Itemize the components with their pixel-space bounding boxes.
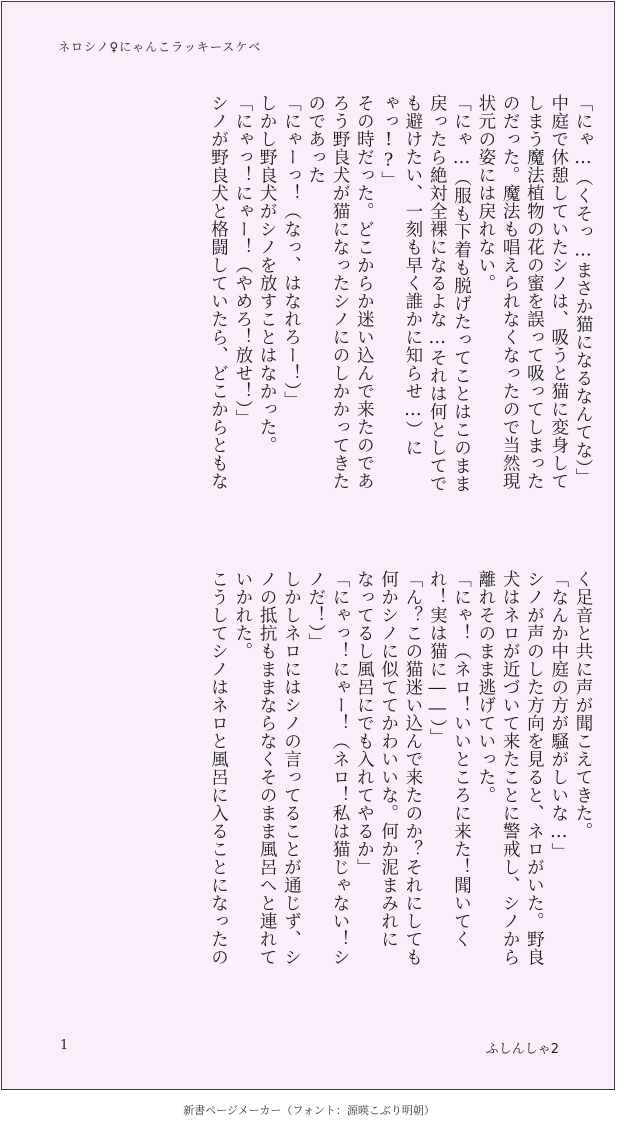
text-column: 中庭で休憩していたシノは、吸うと猫に変身して [548, 94, 569, 490]
text-column: 「にゃっ！にゃー！（ネロ！私は猫じゃない！シ [330, 570, 351, 966]
text-column: 状元の姿には戻れない。 [475, 94, 496, 292]
text-column: 「にゃ！（ネロ！いいところに来た！聞いてく [451, 570, 472, 948]
text-column: 戻ったら絶対全裸になるよな…それは何としてで [427, 94, 448, 493]
text-column: しかし野良犬がシノを放すことはなかった。 [257, 94, 278, 454]
text-column: 「にゃ…（くそっ…まさか猫になるなんてな）」 [573, 94, 593, 487]
body-text-bottom [54, 570, 594, 990]
text-column: 「にゃーっ！（なっ、はなれろー！）」 [281, 94, 302, 410]
text-column: 離れそのまま逃げていった。 [475, 570, 496, 804]
work-title: ネロシノ♀にゃんこラッキースケベ [58, 40, 262, 54]
text-column: のだった。魔法も唱えられなくなったので当然現 [500, 94, 521, 490]
body-text-top [54, 94, 594, 530]
text-column: ノの抵抗もままならなくそのまま風呂へと連れて [257, 570, 278, 966]
generator-credit: 新書ページメーカー（フォント：源暎こぶり明朝） [183, 1104, 435, 1117]
text-column: 「なんか中庭の方が騒がしいな…」 [548, 570, 569, 861]
text-column: れ！実は猫に――）」 [427, 570, 448, 747]
text-column: その時だった。どこからか迷い込んで来たのであ [354, 94, 375, 490]
text-column: しまう魔法植物の花の蜜を誤って吸ってしまった [524, 94, 545, 490]
text-column: のであった [305, 94, 326, 184]
text-column: ノだ！）」 [305, 570, 326, 652]
author-name: ふしんしゃ2 [485, 1042, 559, 1057]
manuscript-page [1, 1, 615, 1090]
text-column: ゃっ!?」 [378, 94, 399, 189]
text-column: 「ん？この猫迷い込んで来たのか？それにしても [402, 570, 423, 966]
text-column: シノが野良犬と格闘していたら、どこからともな [208, 94, 229, 490]
text-column: 何かシノに似ててかわいいな。何か泥まみれに [378, 570, 399, 948]
text-column: く足音と共に声が聞こえてきた。 [573, 570, 593, 840]
text-column: こうしてシノはネロと風呂に入ることになったの [208, 570, 229, 966]
page-number: 1 [60, 1038, 69, 1053]
text-column: 犬はネロが近づいて来たことに警戒し、シノから [500, 570, 521, 966]
text-column: も避けたい、一刻も早く誰かに知らせ…）に [402, 94, 423, 457]
text-column: なってるし風呂にでも入れてやるか」 [354, 570, 375, 876]
text-column: いかれた。 [232, 570, 253, 660]
text-column: 「にゃっ！にゃー！（やめろ！放せ！）」 [232, 94, 253, 428]
text-column: シノが声のした方向を見ると、ネロがいた。野良 [524, 570, 545, 966]
text-column: 「にゃ…（服も下着も脱げたってことはこのまま [451, 94, 472, 493]
text-column: ろう野良犬が猫になったシノにのしかかってきた [330, 94, 351, 490]
text-column: しかしネロにはシノの言ってることが通じず、シ [281, 570, 302, 966]
